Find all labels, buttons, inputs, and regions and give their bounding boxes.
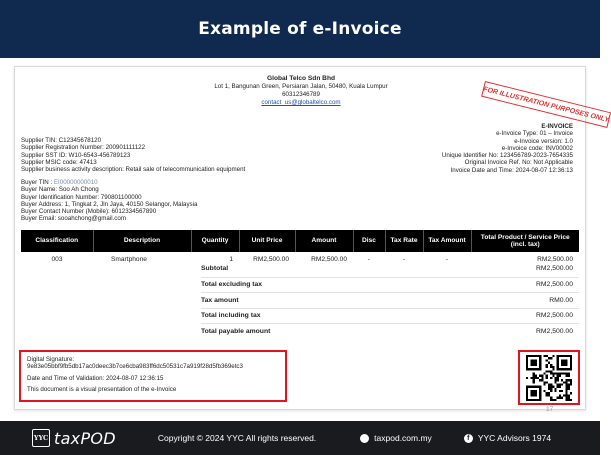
footer-bar [0, 421, 600, 455]
column-header: Disc [353, 230, 385, 252]
buyer-id: Buyer Identification Number: 790801100000 [21, 193, 142, 201]
buyer-tin-value: EI00000000010 [53, 179, 98, 186]
column-header: Amount [295, 230, 353, 252]
invoice-document [14, 66, 610, 410]
column-header: Unit Price [239, 230, 295, 252]
table-cell: - [445, 256, 449, 263]
table-cell: 1 [229, 256, 233, 263]
logo-icon: YYC [32, 429, 50, 447]
buyer-email: Buyer Email: sooahchong@gmail.com [21, 215, 126, 223]
website-text: taxpod.com.my [374, 433, 432, 443]
supplier-company-name: Global Telco Sdn Bhd [266, 75, 335, 82]
summary-value: RM0.00 [549, 296, 573, 304]
table-cell: 003 [51, 256, 63, 263]
buyer-tin [21, 179, 197, 186]
facebook-icon: f [464, 434, 473, 443]
summary-label: Total payable amount [201, 327, 271, 335]
table-cell: - [402, 256, 406, 263]
visual-presentation-note: This document is a visual presentation of the e-Invoice [27, 386, 177, 394]
totals-summary [201, 261, 579, 339]
buyer-contact: Buyer Contact Number (Mobile): 6012334567890 [21, 208, 157, 216]
qr-code-icon [526, 355, 572, 401]
supplier-activity: Supplier business activity description: Retail sale of telecommunication equipment [21, 166, 246, 174]
illustration-stamp: FOR ILLUSTRATION PURPOSES ONLY [481, 81, 611, 128]
summary-label: Tax amount [201, 296, 239, 304]
social-text: YYC Advisors 1974 [477, 433, 552, 443]
einvoice-original-ref: Original Invoice Ref. No: Not Applicable [464, 159, 573, 167]
signature-label: Digital Signature: [27, 356, 75, 363]
qr-code-box [518, 350, 580, 405]
summary-value: RM2,500.00 [535, 312, 573, 320]
supplier-email-link[interactable]: contact_us@globaltelco.com [261, 99, 341, 106]
column-header: Classification [21, 230, 93, 252]
supplier-tin: Supplier TIN: C12345678120 [21, 137, 102, 144]
einvoice-title: E-INVOICE [541, 123, 573, 130]
table-cell: Smartphone [111, 256, 147, 263]
column-header: Description [93, 230, 191, 252]
column-header: Quantity [191, 230, 239, 252]
supplier-phone: 60312346789 [282, 91, 320, 98]
table-header-row [21, 230, 579, 252]
buyer-tin-label: Buyer TIN : [21, 179, 54, 186]
einvoice-type: e-Invoice Type: 01 – Invoice [496, 130, 573, 138]
einvoice-code: e-Invoice code: INV00002 [501, 144, 573, 152]
supplier-header [15, 75, 587, 107]
table-cell: RM2,500.00 [311, 256, 347, 263]
website-link[interactable] [360, 433, 432, 443]
buyer-info [21, 179, 197, 223]
summary-value: RM2,500.00 [535, 281, 573, 289]
social-link[interactable] [464, 433, 551, 443]
summary-row [201, 261, 579, 277]
slide-title: Example of e-Invoice [198, 19, 402, 39]
supplier-registration: Supplier Registration Number: 200901111122 [21, 144, 146, 152]
globe-icon [360, 434, 369, 443]
einvoice-info [442, 123, 573, 174]
einvoice-version: e-Invoice version: 1.0 [514, 137, 573, 145]
taxpod-logo [32, 429, 116, 448]
slide-header [0, 0, 600, 58]
validation-datetime: Date and Time of Validation: 2024-08-07 12:36:15 [27, 374, 164, 382]
supplier-info [21, 137, 245, 173]
logo-text: taxPOD [54, 428, 116, 448]
column-header: Tax Amount [423, 230, 471, 252]
summary-row [201, 292, 579, 308]
signature-value: 9e83e05bbf9fb5db17ac0deec3b7ce6cba983ff6dc50531c7a919f28d5fb369etc3 [27, 363, 243, 371]
summary-label: Total excluding tax [201, 281, 263, 289]
summary-label: Subtotal [201, 265, 229, 273]
column-header: Tax Rate [385, 230, 423, 252]
page-number: 17 [546, 406, 554, 413]
einvoice-datetime: Invoice Date and Time: 2024-08-07 12:36:13 [450, 166, 573, 174]
summary-value: RM2,500.00 [535, 327, 573, 335]
supplier-sst-id: Supplier SST ID: W10-6543-456789123 [21, 151, 131, 159]
summary-row [201, 323, 579, 339]
summary-label: Total including tax [201, 312, 261, 320]
buyer-address: Buyer Address: 1, Tingkat 2, Jln Jaya, 40150 Selangor, Malaysia [21, 200, 198, 208]
summary-row [201, 277, 579, 293]
supplier-msic: Supplier MSIC code: 47413 [21, 158, 97, 166]
digital-signature-box [19, 350, 287, 402]
table-cell: - [367, 256, 371, 263]
summary-row [201, 308, 579, 324]
table-cell: RM2,500.00 [253, 256, 289, 263]
copyright-text: Copyright © 2024 YYC All rights reserved. [157, 433, 317, 443]
table-cell: RM2,500.00 [537, 256, 573, 263]
einvoice-uid: Unique Identifier No: 123456789-2023-7654335 [441, 152, 573, 160]
summary-value: RM2,500.00 [535, 265, 573, 273]
buyer-name: Buyer Name: Soo Ah Chong [21, 186, 99, 194]
supplier-address: Lot 1, Bangunan Green, Persiaran Jalan, 50480, Kuala Lumpur [214, 83, 388, 90]
column-header: Total Product / Service Price (incl. tax) [471, 230, 579, 252]
